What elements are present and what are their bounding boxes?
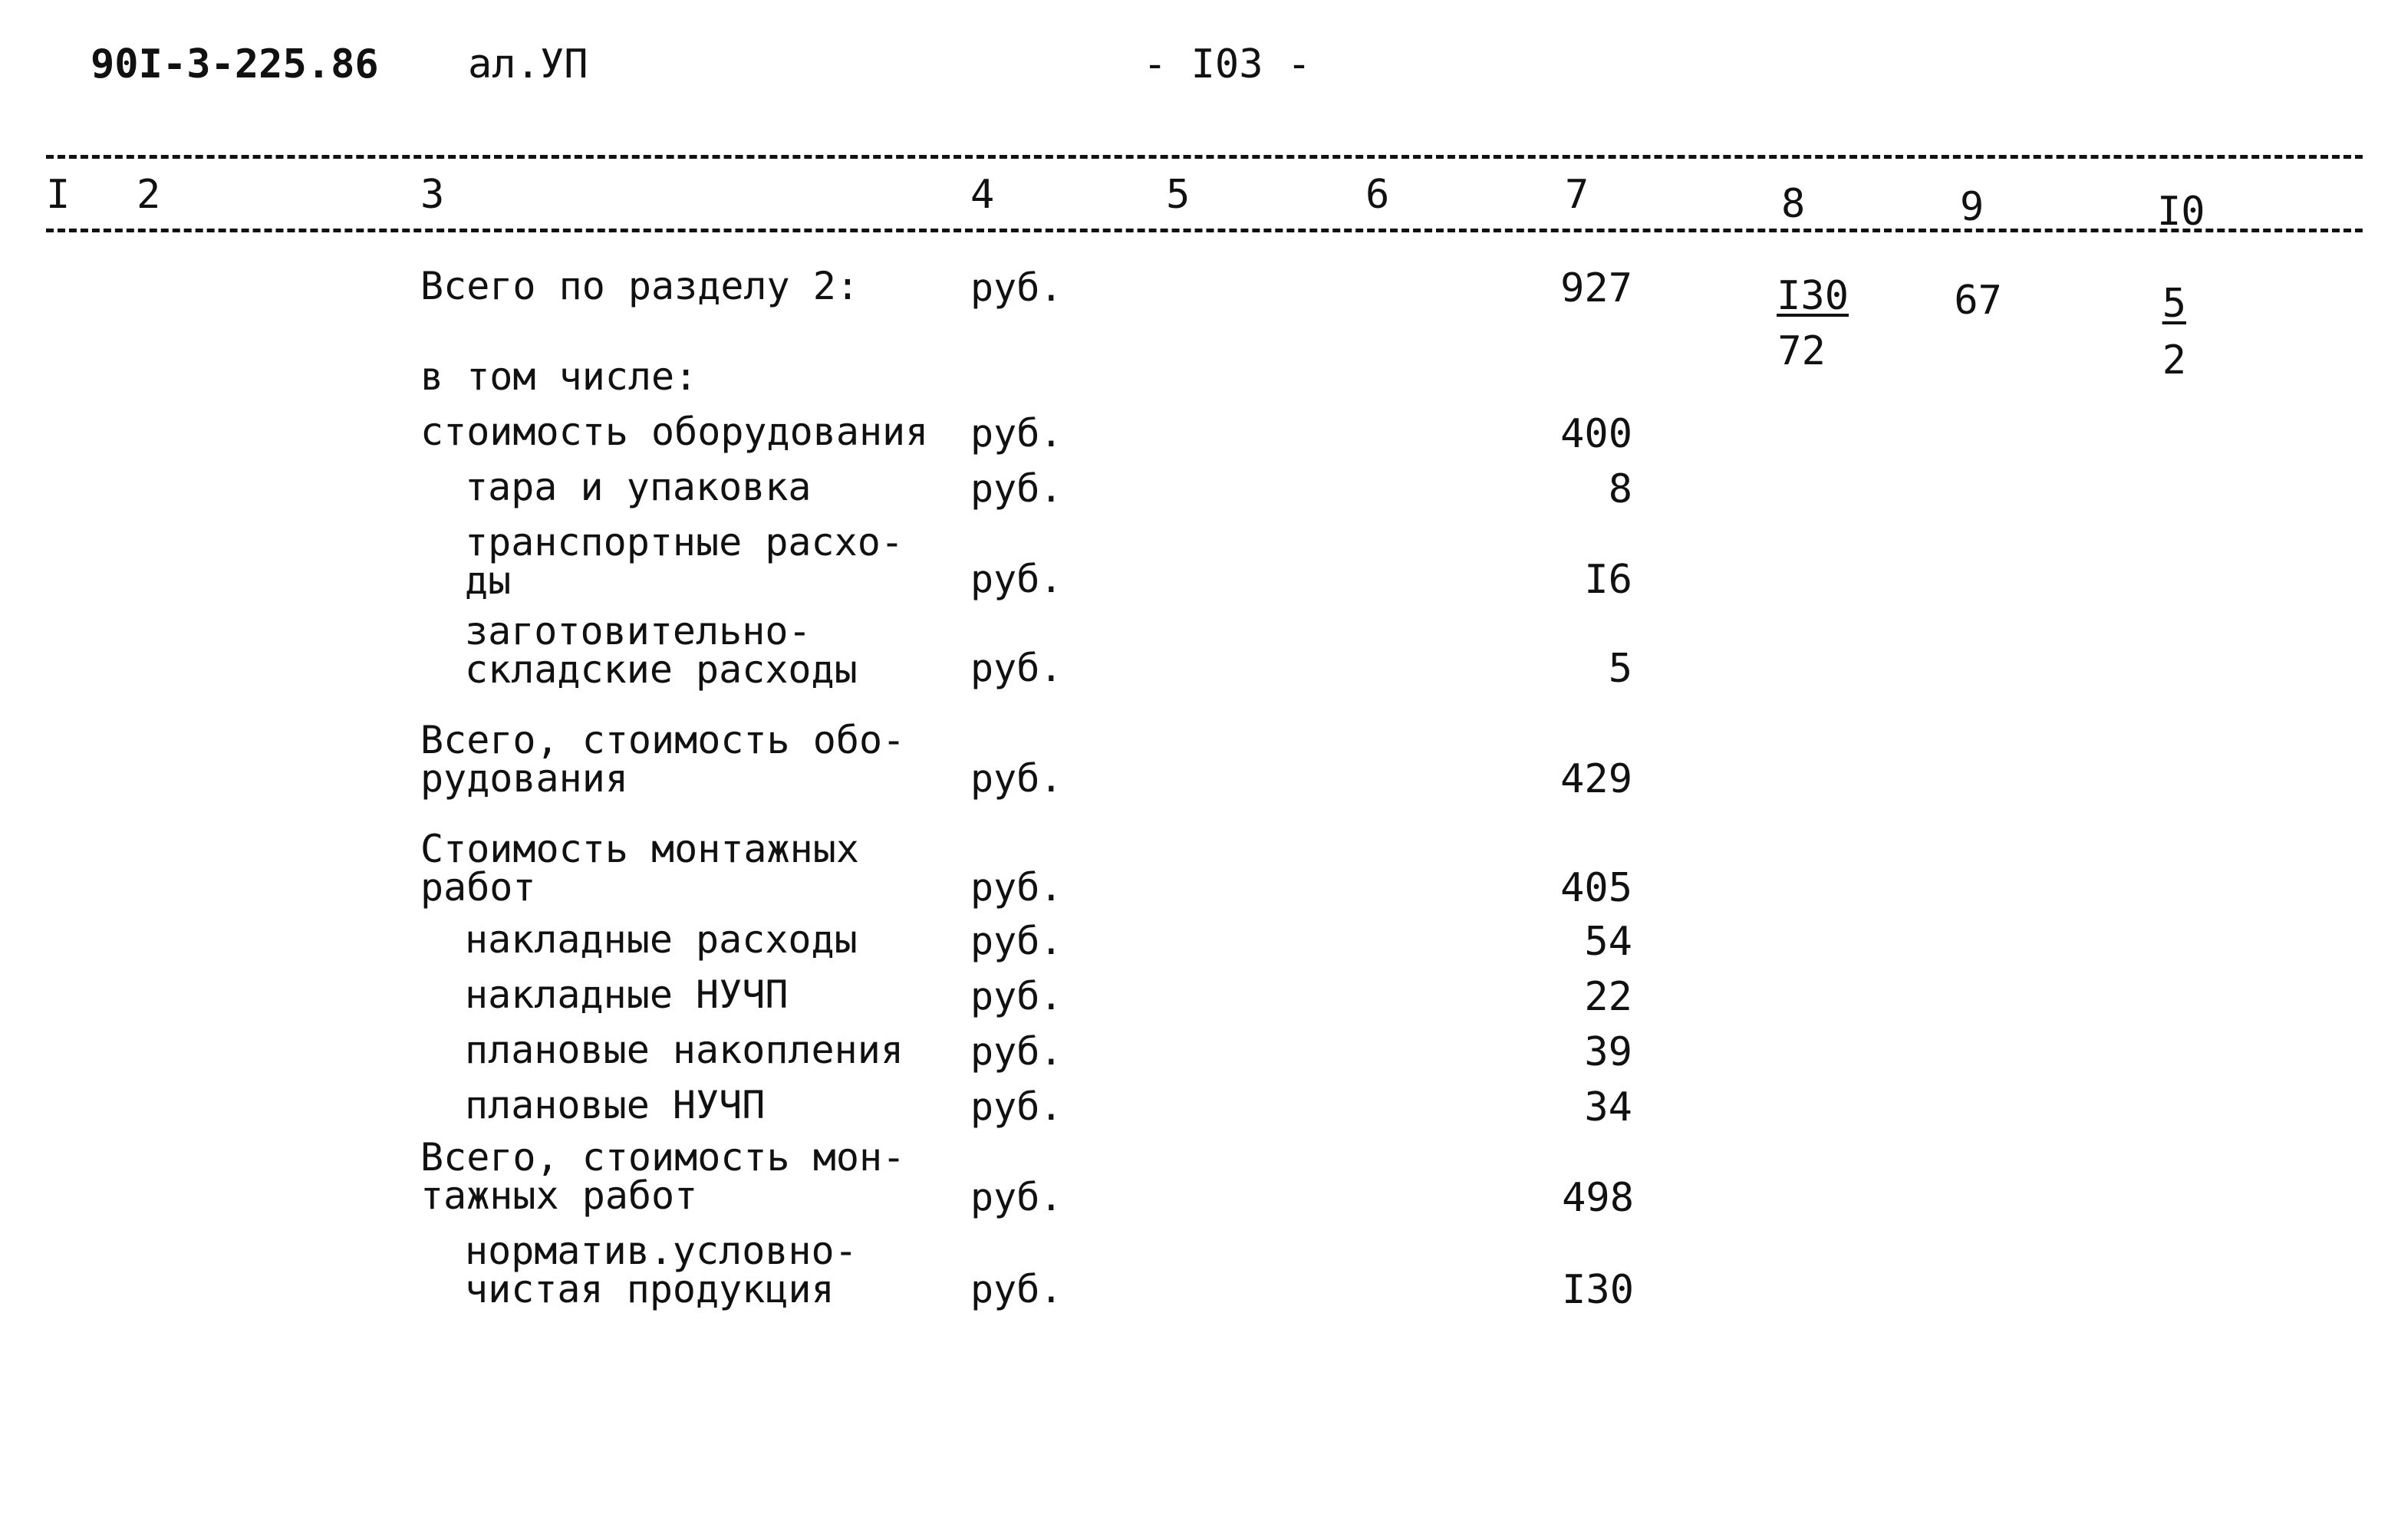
- row-unit: руб.: [970, 1267, 1063, 1311]
- row-label: накладные расходы: [465, 917, 858, 962]
- header-top-rule: [46, 155, 2363, 159]
- row-label: в том числе:: [420, 354, 698, 399]
- row-unit: руб.: [970, 265, 1063, 310]
- summary-col9-value: 67: [1954, 278, 2002, 324]
- row-value: 39: [1584, 1029, 1632, 1075]
- row-value: 5: [1608, 646, 1632, 692]
- column-number-7: 7: [1565, 172, 1589, 218]
- row-unit: руб.: [970, 646, 1063, 690]
- row-label: накладные НУЧП: [465, 972, 789, 1017]
- row-unit: руб.: [970, 1029, 1063, 1074]
- row-unit: руб.: [970, 466, 1063, 511]
- row-label: плановые накопления: [465, 1028, 904, 1072]
- row-label: тара и упаковка: [465, 465, 812, 509]
- row-label: Всего, стоимость обо- рудования: [420, 718, 906, 801]
- column-number-10: I0: [2157, 189, 2205, 235]
- summary-col8-numerator: I30: [1777, 273, 1849, 319]
- row-value: 34: [1584, 1084, 1632, 1130]
- column-number-1: I: [46, 172, 71, 218]
- summary-col10-numerator: 5: [2162, 281, 2186, 327]
- column-number-2: 2: [137, 172, 161, 218]
- sheet-label: ал.УП: [468, 41, 588, 87]
- row-value: I6: [1584, 557, 1632, 603]
- column-number-8: 8: [1781, 181, 1806, 227]
- row-unit: руб.: [970, 919, 1063, 963]
- row-value: 54: [1584, 919, 1632, 965]
- column-number-3: 3: [420, 172, 445, 218]
- row-value: 498: [1562, 1175, 1634, 1221]
- row-value: 927: [1560, 265, 1632, 311]
- row-label: Стоимость монтажных работ: [420, 827, 859, 910]
- row-label: транспортные расхо- ды: [465, 520, 904, 603]
- header-bottom-rule: [46, 229, 2363, 232]
- row-label: норматив.условно- чистая продукция: [465, 1229, 858, 1311]
- row-label: плановые НУЧП: [465, 1083, 766, 1127]
- summary-col10-denominator: 2: [2162, 337, 2186, 383]
- row-label: заготовительно- складские расходы: [465, 609, 858, 692]
- summary-col8-denominator: 72: [1777, 328, 1826, 374]
- row-label: стоимость оборудования: [420, 410, 929, 454]
- column-number-6: 6: [1365, 172, 1390, 218]
- row-unit: руб.: [970, 557, 1063, 601]
- row-value: 405: [1560, 865, 1632, 911]
- row-unit: руб.: [970, 974, 1063, 1018]
- row-value: 8: [1608, 466, 1632, 512]
- row-unit: руб.: [970, 865, 1063, 910]
- row-label: Всего по разделу 2:: [420, 264, 859, 308]
- row-value: 400: [1560, 411, 1632, 457]
- row-value: I30: [1562, 1267, 1634, 1313]
- row-unit: руб.: [970, 1084, 1063, 1129]
- row-value: 22: [1584, 974, 1632, 1020]
- row-unit: руб.: [970, 756, 1063, 801]
- column-number-9: 9: [1960, 184, 1984, 230]
- row-label: Всего, стоимость мон- тажных работ: [420, 1135, 906, 1218]
- column-number-4: 4: [970, 172, 995, 218]
- document-code: 90I-3-225.86: [91, 41, 379, 87]
- column-number-5: 5: [1166, 172, 1191, 218]
- row-unit: руб.: [970, 411, 1063, 456]
- row-value: 429: [1560, 756, 1632, 802]
- row-unit: руб.: [970, 1175, 1063, 1219]
- page-number: - I03 -: [1143, 41, 1312, 87]
